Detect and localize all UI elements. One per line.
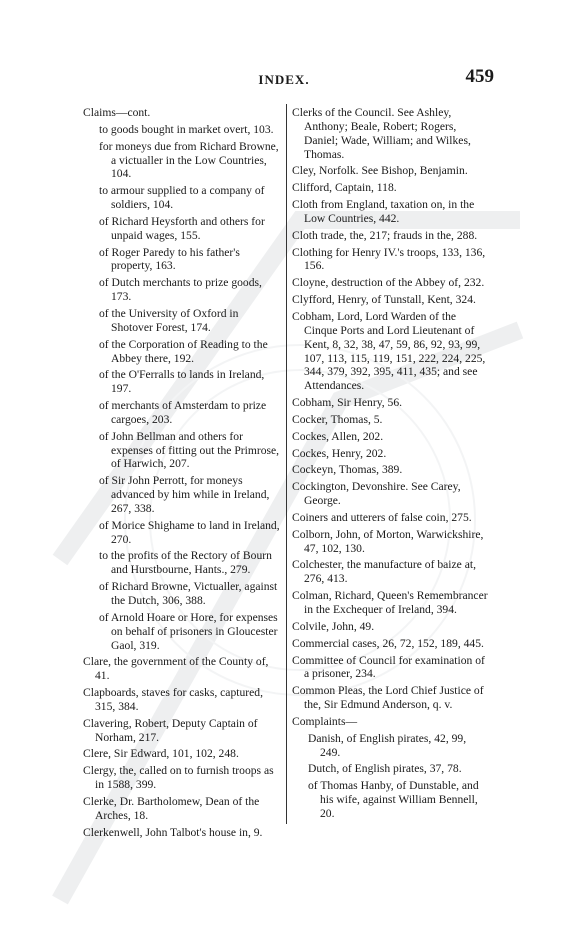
index-entry: Clere, Sir Edward, 101, 102, 248.	[83, 747, 239, 761]
index-subentry: of Richard Browne, Victualler, against the Dutch, 306, 388.	[99, 580, 278, 607]
index-entry: Colborn, John, of Morton, Warwickshire, 47, 102, 130.	[292, 527, 484, 555]
index-entry: Clavering, Robert, Deputy Captain of Norham, 217.	[83, 716, 258, 744]
index-entry: Cockington, Devonshire. See Carey, George.	[292, 480, 461, 508]
index-entry: Cockes, Henry, 202.	[292, 446, 387, 460]
index-subentry: of Sir John Perrott, for moneys advanced by him while in Ireland, 267, 338.	[99, 474, 270, 515]
index-entry: Clifford, Captain, 118.	[292, 181, 397, 195]
page-number: 459	[465, 66, 494, 87]
index-entry: Cloth from England, taxation on, in the Low Countries, 442.	[292, 198, 475, 225]
index-entry: Clothing for Henry IV.'s troops, 133, 136, 156.	[292, 245, 486, 273]
index-entry: Clare, the government of the County of, 41.	[83, 655, 269, 683]
index-entry: Clapboards, staves for casks, captured, 315, 384.	[83, 686, 263, 713]
index-subentry: of Roger Paredy to his father's property, 163.	[99, 245, 240, 273]
index-entry: Clerke, Dr. Bartholomew, Dean of the Arches, 18.	[83, 794, 260, 822]
index-subentry: of John Bellman and others for expenses of fitting out the Primrose, of Harwich, 207.	[99, 429, 280, 471]
index-subentry: of Dutch merchants to prize goods, 173.	[99, 276, 262, 304]
index-subentry: of Thomas Hanby, of Dunstable, and his wife, against William Bennell, 20.	[308, 779, 479, 820]
index-entry: Common Pleas, the Lord Chief Justice of the, Sir Edmund Anderson, q. v.	[292, 684, 484, 712]
index-entry: Claims—cont.	[83, 106, 151, 119]
index-subentry: of the University of Oxford in Shotover Forest, 174.	[99, 306, 239, 334]
index-entry: Cloyne, destruction of the Abbey of, 232.	[292, 276, 485, 290]
index-entry: Cobham, Sir Henry, 56.	[292, 396, 403, 410]
index-entry: Committee of Council for examination of a prisoner, 234.	[292, 653, 485, 681]
index-subentry: to armour supplied to a company of soldiers, 104.	[99, 184, 265, 212]
index-subentry: for moneys due from Richard Browne, a victualler in the Low Countries, 104.	[99, 139, 279, 181]
index-subentry: to goods bought in market overt, 103.	[99, 122, 274, 136]
index-column-right	[292, 106, 489, 821]
index-entry: Cobham, Lord, Lord Warden of the Cinque Ports and Lord Lieutenant of Kent, 8, 32, 38, 47, 59, 86, 92, 93, 99, 107, 113, 115, 119, 151, 222, 224, 225, 344, 379, 392, 395, 411, 435; and see Attendances.	[292, 309, 486, 393]
index-entry: Cocker, Thomas, 5.	[292, 412, 383, 426]
index-subentry: of Richard Heysforth and others for unpaid wages, 155.	[99, 214, 265, 242]
index-column-left	[83, 106, 281, 840]
index-entry: Clergy, the, called on to furnish troops as in 1588, 399.	[83, 764, 274, 792]
column-divider	[286, 104, 287, 824]
index-subentry: of merchants of Amsterdam to prize cargoes, 203.	[99, 399, 267, 426]
index-entry: Commercial cases, 26, 72, 152, 189, 445.	[292, 636, 484, 650]
index-subentry: of Morice Shighame to land in Ireland, 270.	[99, 518, 280, 546]
index-entry: Colchester, the manufacture of baize at, 276, 413.	[292, 558, 476, 586]
index-entry: Colvile, John, 49.	[292, 619, 375, 633]
index-entry: Complaints—	[292, 714, 358, 728]
index-entry: Clerkenwell, John Talbot's house in, 9.	[83, 825, 263, 839]
index-entry: Colman, Richard, Queen's Remembrancer in the Exchequer of Ireland, 394.	[292, 589, 488, 616]
running-title: INDEX.	[258, 72, 310, 87]
index-entry: Cockes, Allen, 202.	[292, 429, 384, 443]
index-subentry: of the O'Ferralls to lands in Ireland, 197.	[99, 368, 265, 396]
index-entry: Cloth trade, the, 217; frauds in the, 288.	[292, 228, 478, 242]
index-subentry: of the Corporation of Reading to the Abbey there, 192.	[99, 337, 268, 365]
page-header	[84, 66, 494, 92]
index-entry: Clerks of the Council. See Ashley, Anthony; Beale, Robert; Rogers, Daniel; Wade, William; and Wilkes, Thomas.	[292, 106, 471, 161]
index-subentry: Danish, of English pirates, 42, 99, 249.	[308, 731, 467, 759]
index-entry: Coiners and utterers of false coin, 275.	[292, 510, 472, 524]
index-subentry: of Arnold Hoare or Hore, for expenses on behalf of prisoners in Gloucester Gaol, 319.	[99, 610, 278, 652]
index-entry: Clyfford, Henry, of Tunstall, Kent, 324.	[292, 293, 476, 307]
index-entry: Cley, Norfolk. See Bishop, Benjamin.	[292, 164, 468, 178]
index-entry: Cockeyn, Thomas, 389.	[292, 463, 403, 477]
index-subentry: to the profits of the Rectory of Bourn and Hurstbourne, Hants., 279.	[99, 549, 272, 577]
index-subentry: Dutch, of English pirates, 37, 78.	[308, 762, 462, 776]
